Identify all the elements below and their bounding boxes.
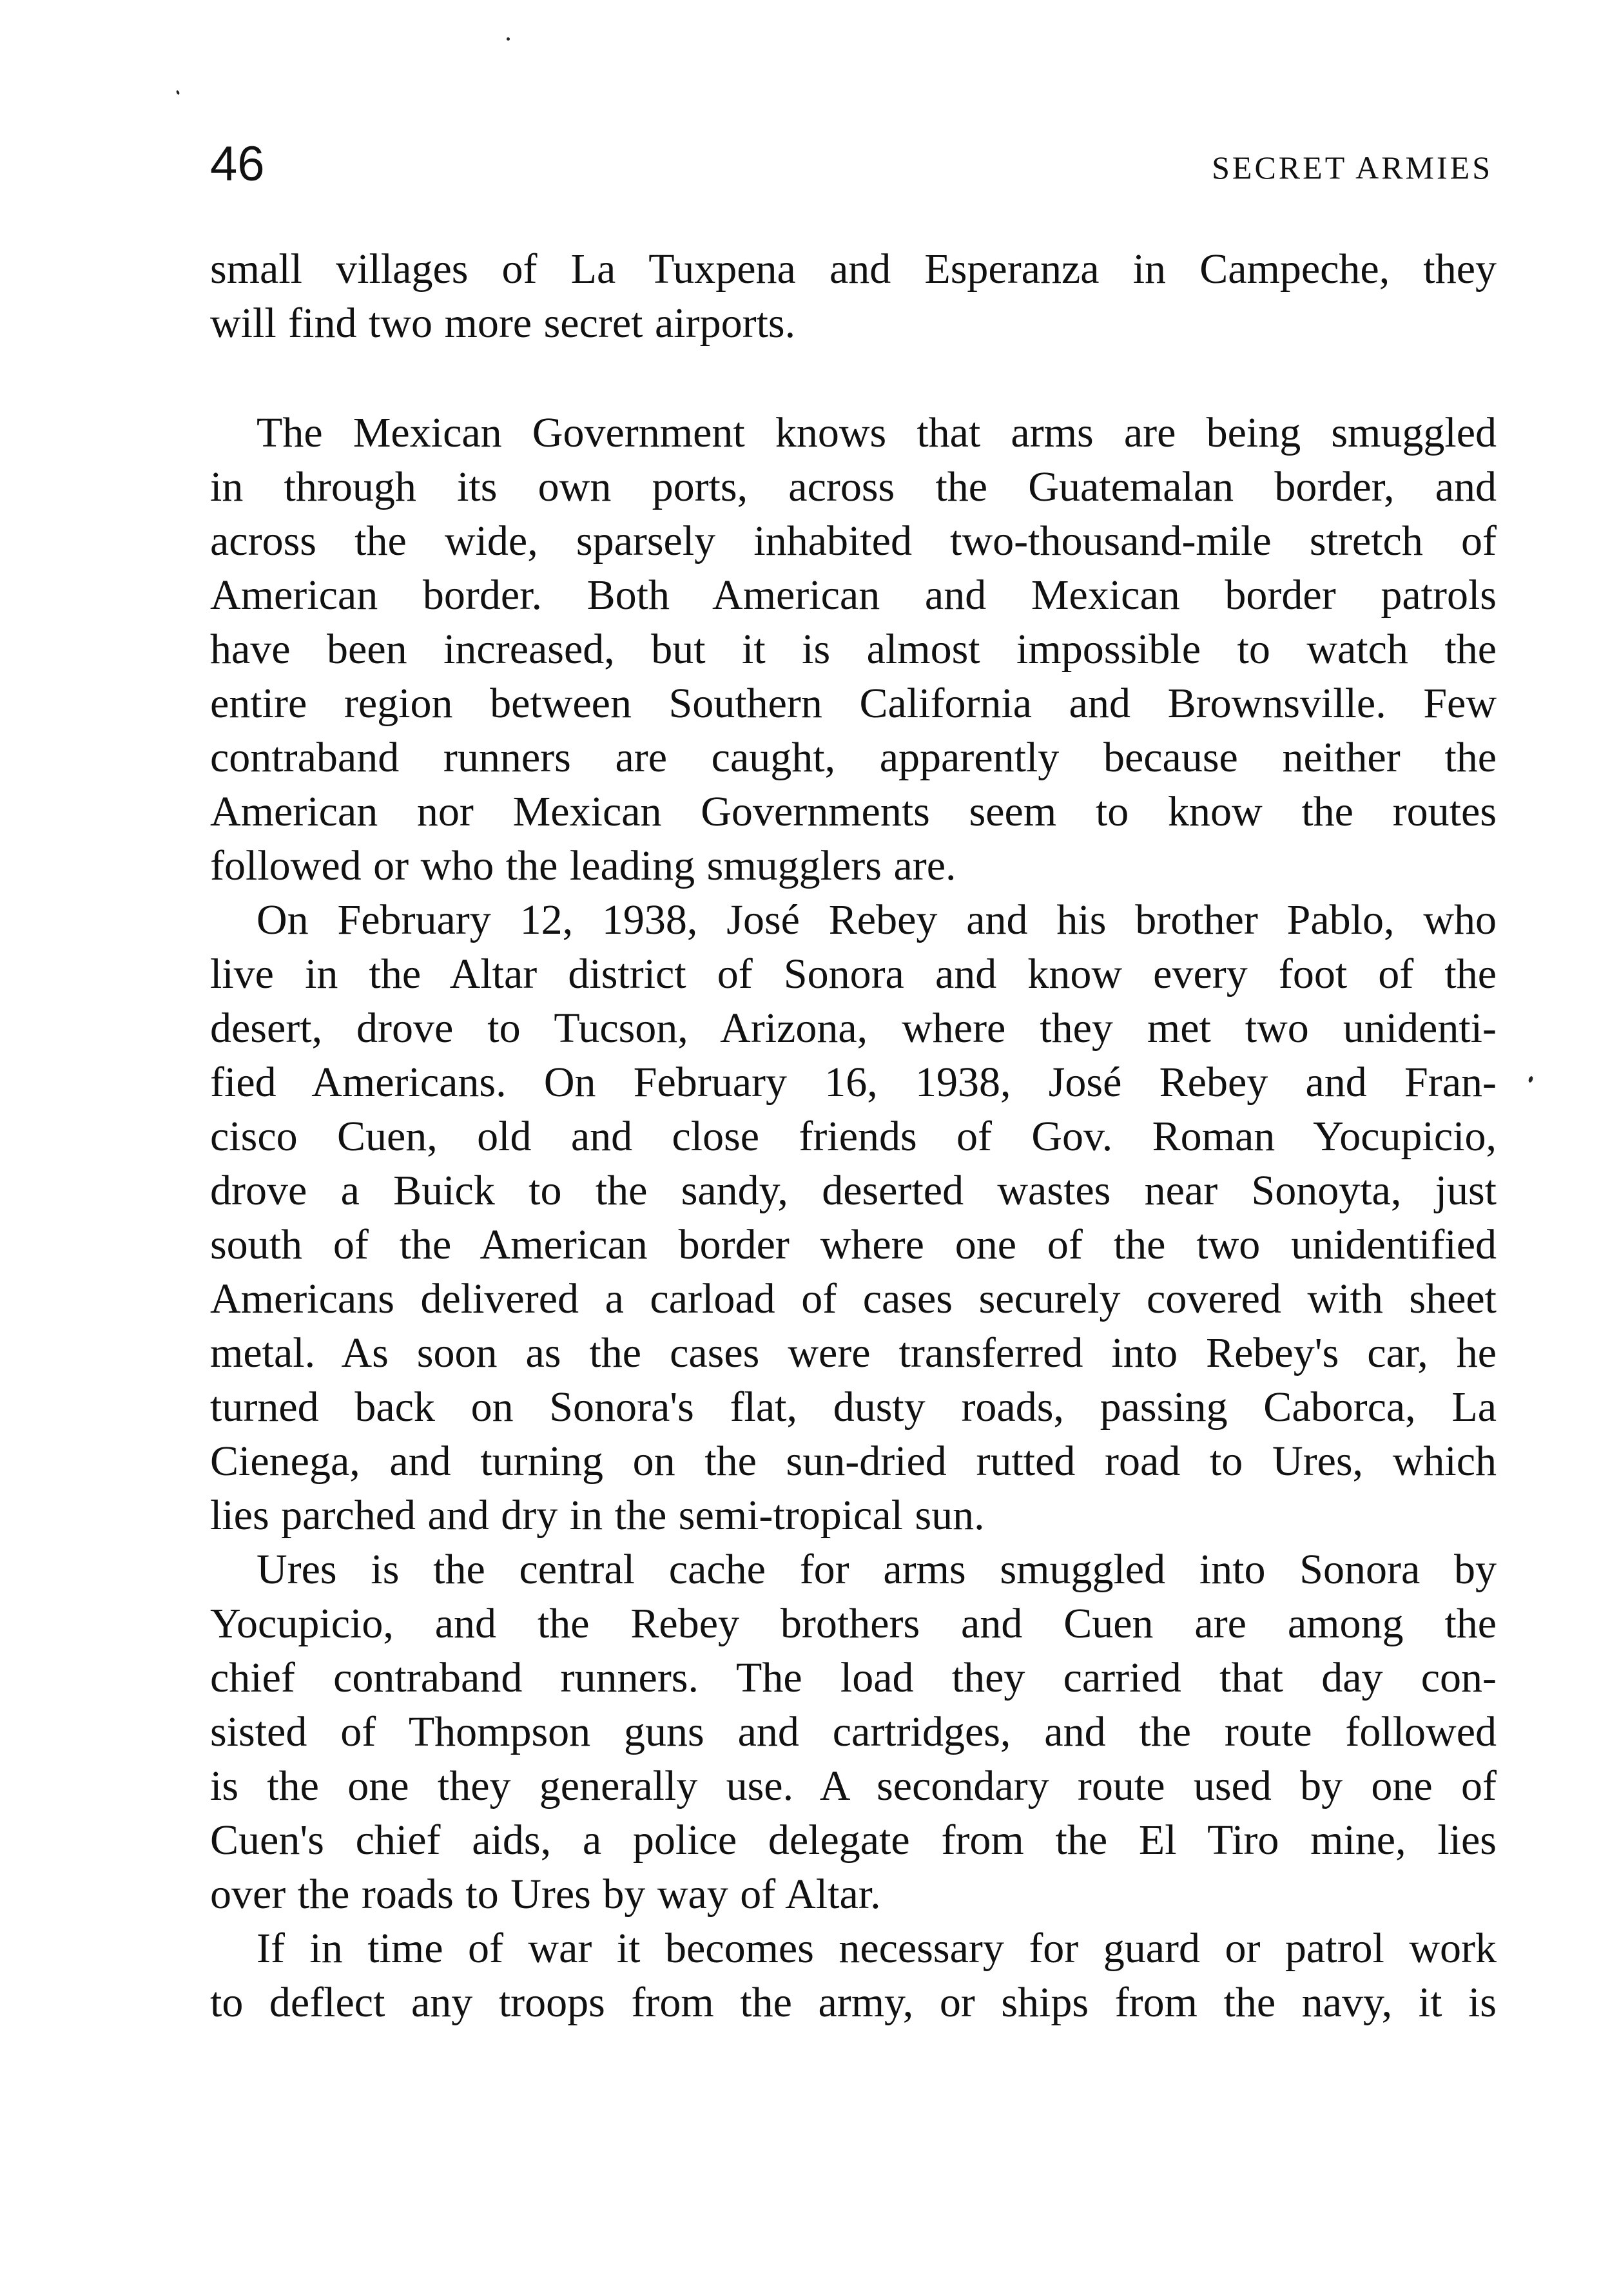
paragraph <box>210 242 1497 351</box>
text-line: Cuen's chief aids, a police delegate from the El Tiro mine, lies <box>210 1817 1497 1864</box>
running-head: SECRET ARMIES <box>1212 150 1493 186</box>
body-text <box>210 242 1497 2030</box>
text-line: across the wide, sparsely inhabited two-thousand-mile stretch of <box>210 517 1497 564</box>
text-line: Cienega, and turning on the sun-dried rutted road to Ures, which <box>210 1438 1497 1485</box>
text-line: desert, drove to Tucson, Arizona, where they met two unidenti- <box>210 1005 1497 1052</box>
text-line: south of the American border where one of the two unidentified <box>210 1221 1497 1268</box>
text-line: Yocupicio, and the Rebey brothers and Cuen are among the <box>210 1600 1497 1647</box>
page-number: 46 <box>210 137 265 191</box>
text-line: sisted of Thompson guns and cartridges, and the route followed <box>210 1708 1497 1755</box>
text-line: followed or who the leading smugglers are. <box>210 842 956 889</box>
text-line: drove a Buick to the sandy, deserted wastes near Sonoyta, just <box>210 1167 1497 1214</box>
text-line: live in the Altar district of Sonora and know every foot of the <box>210 950 1497 998</box>
paragraph <box>210 893 1497 1543</box>
text-line: will find two more secret airports. <box>210 300 796 347</box>
text-line: have been increased, but it is almost impossible to watch the <box>210 626 1497 673</box>
page-header <box>210 135 1493 193</box>
text-line: turned back on Sonora's flat, dusty roads, passing Caborca, La <box>210 1384 1497 1431</box>
text-line: lies parched and dry in the semi-tropical sun. <box>210 1492 985 1539</box>
text-line: If in time of war it becomes necessary for guard or patrol work <box>257 1925 1497 1972</box>
text-line: entire region between Southern California and Brownsville. Few <box>210 680 1497 727</box>
text-line: over the roads to Ures by way of Altar. <box>210 1871 881 1918</box>
paragraph <box>210 1922 1497 2030</box>
paragraph <box>210 406 1497 893</box>
text-line: cisco Cuen, old and close friends of Gov. Roman Yocupicio, <box>210 1113 1497 1160</box>
text-line: Americans delivered a carload of cases securely covered with sheet <box>210 1275 1497 1322</box>
text-line: American border. Both American and Mexican border patrols <box>210 572 1497 619</box>
scan-speck <box>507 37 510 41</box>
text-line: in through its own ports, across the Guatemalan border, and <box>210 463 1497 510</box>
text-line: Ures is the central cache for arms smuggled into Sonora by <box>257 1546 1497 1593</box>
text-line: is the one they generally use. A secondary route used by one of <box>210 1762 1497 1809</box>
text-line: The Mexican Government knows that arms are being smuggled <box>257 409 1497 456</box>
scan-speck <box>1528 1076 1533 1083</box>
text-line: to deflect any troops from the army, or ships from the navy, it is <box>210 1979 1497 2026</box>
text-line: American nor Mexican Governments seem to know the routes <box>210 788 1497 835</box>
text-line: contraband runners are caught, apparently because neither the <box>210 734 1497 781</box>
text-line: fied Americans. On February 16, 1938, José Rebey and Fran- <box>210 1059 1497 1106</box>
text-line: metal. As soon as the cases were transferred into Rebey's car, he <box>210 1329 1497 1376</box>
scan-speck <box>176 90 180 95</box>
text-line: On February 12, 1938, José Rebey and his brother Pablo, who <box>257 896 1497 943</box>
text-line: small villages of La Tuxpena and Esperanza in Campeche, they <box>210 246 1497 293</box>
paragraph <box>210 1543 1497 1922</box>
text-line: chief contraband runners. The load they carried that day con- <box>210 1654 1497 1701</box>
